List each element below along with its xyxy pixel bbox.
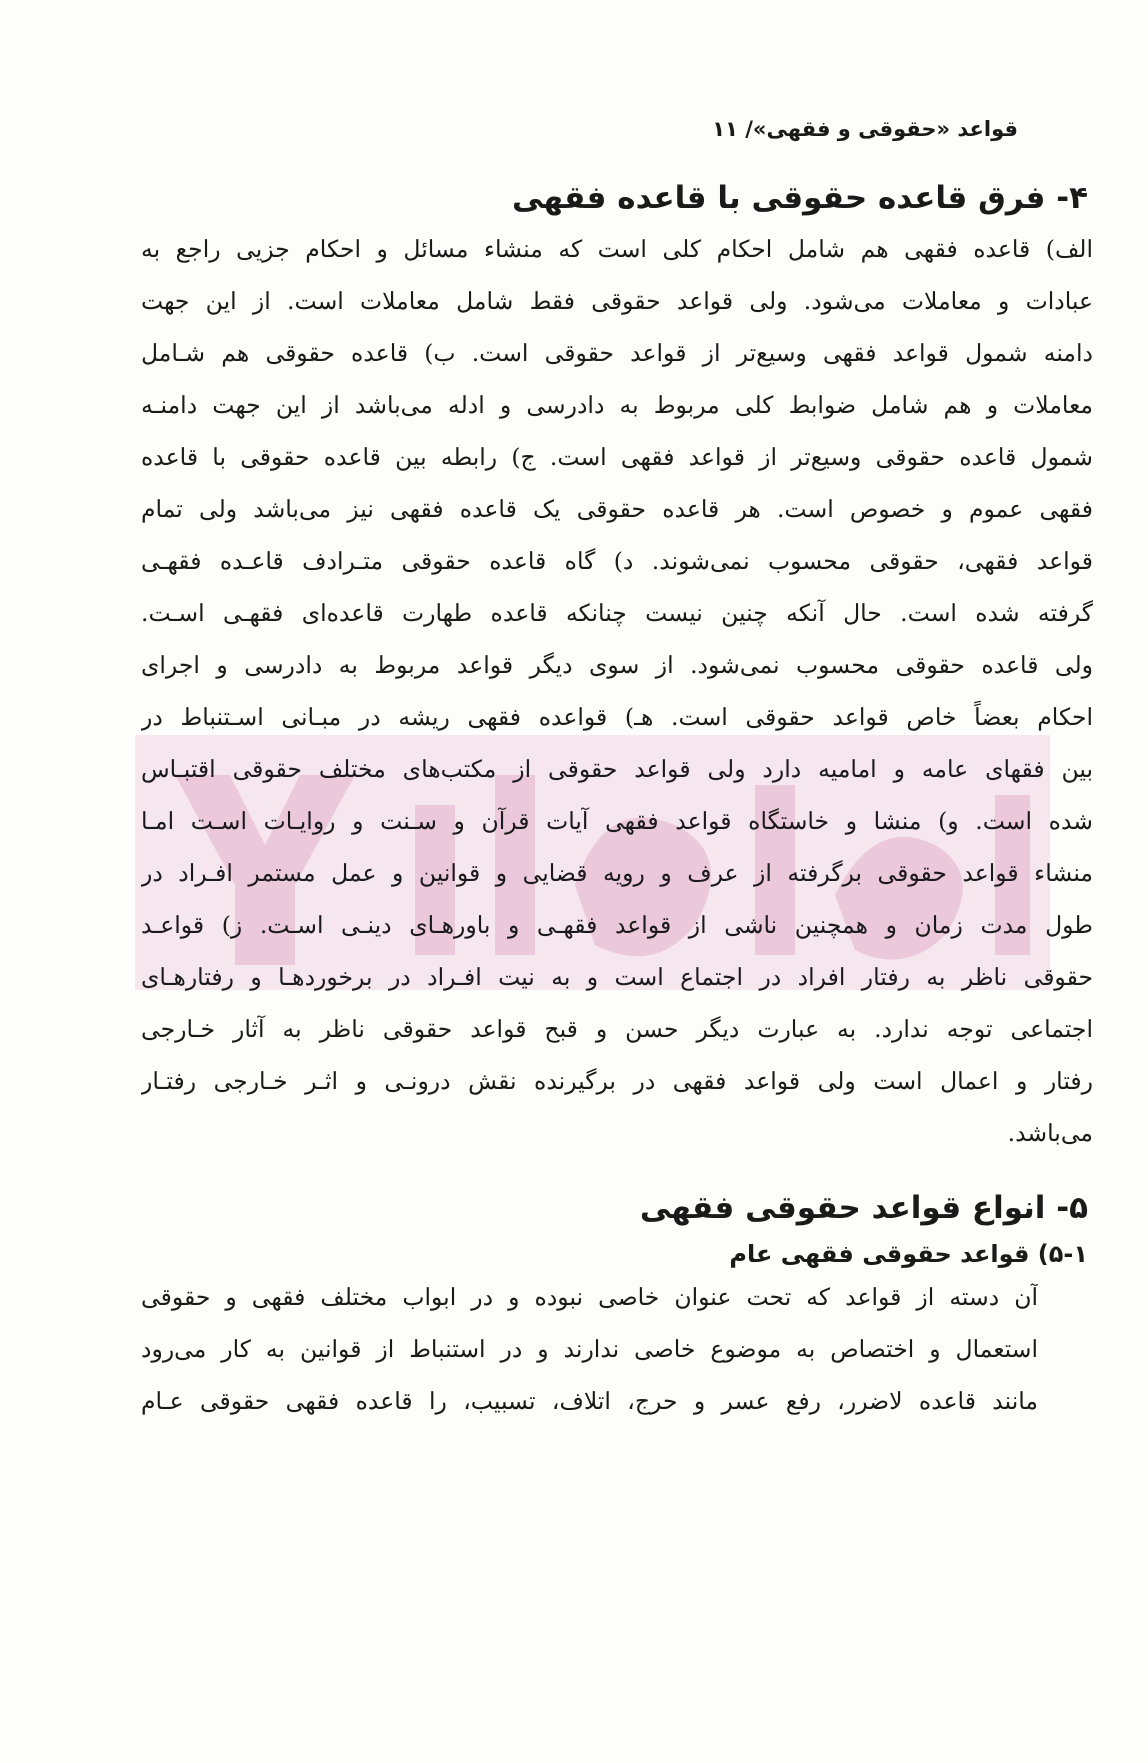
subsection-5-1-title: ۵-۱) قواعد حقوقی فقهی عام [729,1240,1088,1268]
paragraph-line: معاملات و هم شامل ضوابط کلی مربوط به دادرسی و ادله می‌باشد از این جهت دامنـه [141,391,1093,419]
paragraph-line: احکام بعضاً خاص قواعد حقوقی است. هـ) قواعده فقهی ریشه در مبـانی اسـتنباط در [141,703,1093,731]
section-4-title: ۴- فرق قاعده حقوقی با قاعده فقهی [512,180,1088,216]
section-5-title: ۵- انواع قواعد حقوقی فقهی [639,1190,1088,1226]
paragraph-line: استعمال و اختصاص به موضوع خاصی ندارند و در استنباط از قوانین به کار می‌رود [141,1335,1038,1363]
paragraph-line: گرفته شده است. حال آنکه چنین نیست چنانکه قاعده طهارت قاعده‌ای فقهـی اسـت. [141,599,1093,627]
paragraph-line: طول مدت زمان و همچنین ناشی از قواعد فقهـی و باورهـای دینـی اسـت. ز) قواعـد [141,911,1093,939]
paragraph-line: اجتماعی توجه ندارد. به عبارت دیگر حسن و قبح قواعد حقوقی ناظر به آثار خـارجی [141,1015,1093,1043]
paragraph-line: ولی قاعده حقوقی محسوب نمی‌شود. از سوی دیگر قواعد مربوط به دادرسی و اجرای [141,651,1093,679]
paragraph-line: منشاء قواعد حقوقی برگرفته از عرف و رویه قضایی و قوانین و عمل مستمر افـراد در [141,859,1093,887]
paragraph-line: می‌باشد. [1007,1119,1093,1147]
paragraph-line: مانند قاعده لاضرر، رفع عسر و حرج، اتلاف، تسبیب، را قاعده فقهی حقوقی عـام [141,1387,1038,1415]
running-header: قواعد «حقوقی و فقهی»/ ۱۱ [712,117,1018,141]
paragraph-line: فقهی عموم و خصوص است. هر قاعده حقوقی یک قاعده فقهی نیز می‌باشد ولی تمام [141,495,1093,523]
paragraph-line: دامنه شمول قواعد فقهی وسیع‌تر از قواعد حقوقی است. ب) قاعده حقوقی هم شـامل [141,339,1093,367]
paragraph-line: آن دسته از قواعد که تحت عنوان خاصی نبوده و در ابواب مختلف فقهی و حقوقی [141,1283,1038,1311]
paragraph-line: حقوقی ناظر به رفتار افراد در اجتماع است و به نیت افـراد در برخوردهـا و رفتارهـای [141,963,1093,991]
paragraph-line: شده است. و) منشا و خاستگاه قواعد فقهی آیات قرآن و سـنت و روایـات اسـت امـا [141,807,1093,835]
paragraph-line: عبادات و معاملات می‌شود. ولی قواعد حقوقی فقط شامل معاملات است. از این جهت [141,287,1093,315]
paragraph-line: الف) قاعده فقهی هم شامل احکام کلی است که منشاء مسائل و احکام جزیی راجع به [141,235,1093,263]
paragraph-line: بین فقهای عامه و امامیه دارد ولی قواعد حقوقی از مکتب‌های مختلف حقوقی اقتبـاس [141,755,1093,783]
paragraph-line: قواعد فقهی، حقوقی محسوب نمی‌شوند. د) گاه قاعده حقوقی متـرادف قاعـده فقهـی [141,547,1093,575]
paragraph-line: شمول قاعده حقوقی وسیع‌تر از قواعد فقهی است. ج) رابطه بین قاعده حقوقی با قاعده [141,443,1093,471]
paragraph-line: رفتار و اعمال است ولی قواعد فقهی در برگیرنده نقش درونـی و اثـر خـارجی رفتـار [141,1067,1093,1095]
